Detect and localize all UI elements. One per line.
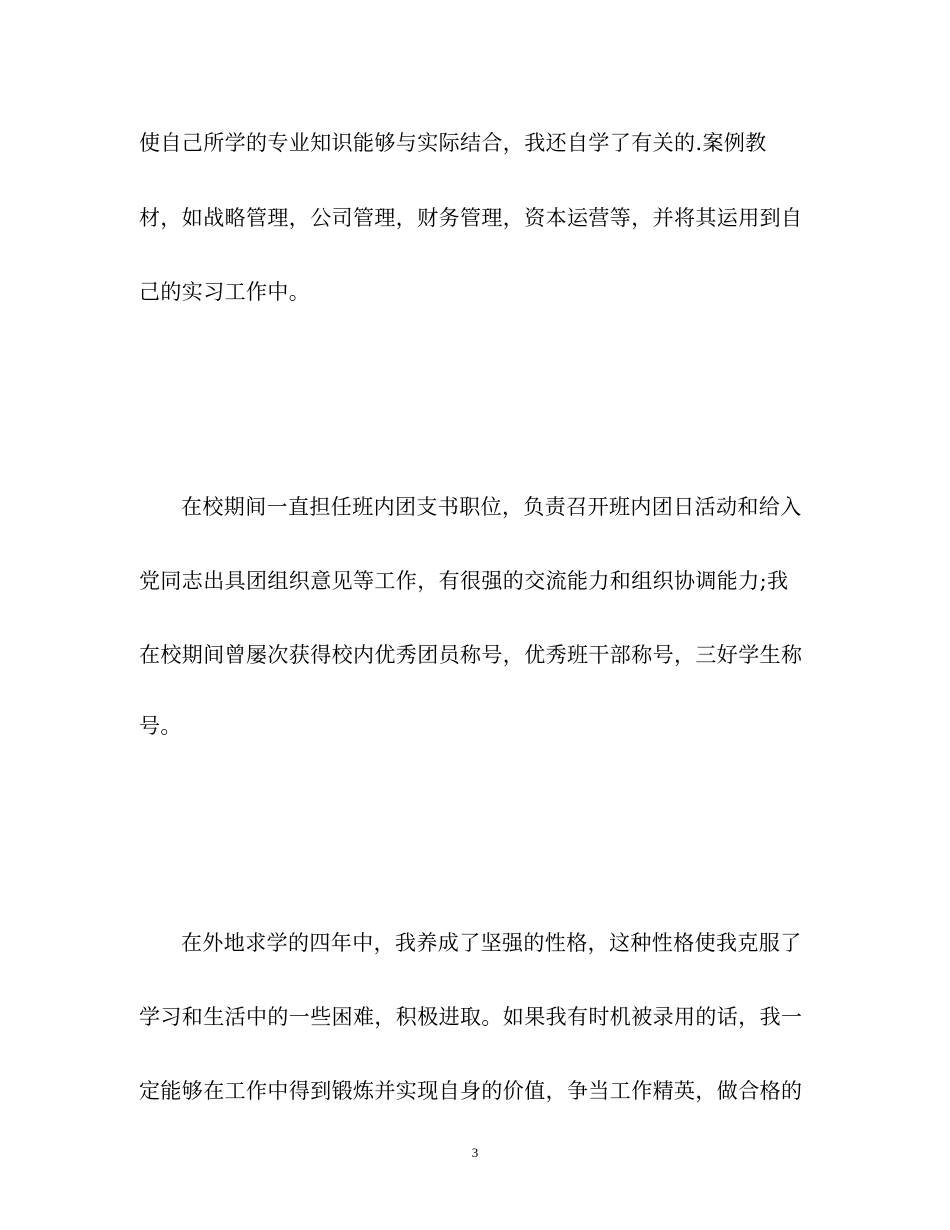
paragraph-line: 党同志出具团组织意见等工作，有很强的交流能力和组织协调能力;我 — [139, 569, 789, 593]
paragraph-line: 定能够在工作中得到锻炼并实现自身的价值，争当工作精英，做合格的 — [139, 1079, 803, 1103]
paragraph-line: 在外地求学的四年中，我养成了坚强的性格，这种性格使我克服了 — [181, 931, 802, 955]
page-number: 3 — [471, 1145, 479, 1160]
paragraph-line: 学习和生活中的一些困难，积极进取。如果我有时机被录用的话，我一 — [139, 1005, 803, 1029]
paragraph-line: 材，如战略管理，公司管理，财务管理，资本运营等，并将其运用到自 — [139, 206, 803, 230]
paragraph-line: 己的实习工作中。 — [139, 280, 311, 304]
paragraph-line: 号。 — [139, 714, 182, 738]
paragraph-line: 使自己所学的专业知识能够与实际结合，我还自学了有关的.案例教 — [139, 131, 767, 155]
paragraph-line: 在校期间曾屡次获得校内优秀团员称号，优秀班干部称号，三好学生称 — [139, 643, 803, 667]
paragraph-line: 在校期间一直担任班内团支书职位，负责召开班内团日活动和给入 — [181, 495, 802, 519]
